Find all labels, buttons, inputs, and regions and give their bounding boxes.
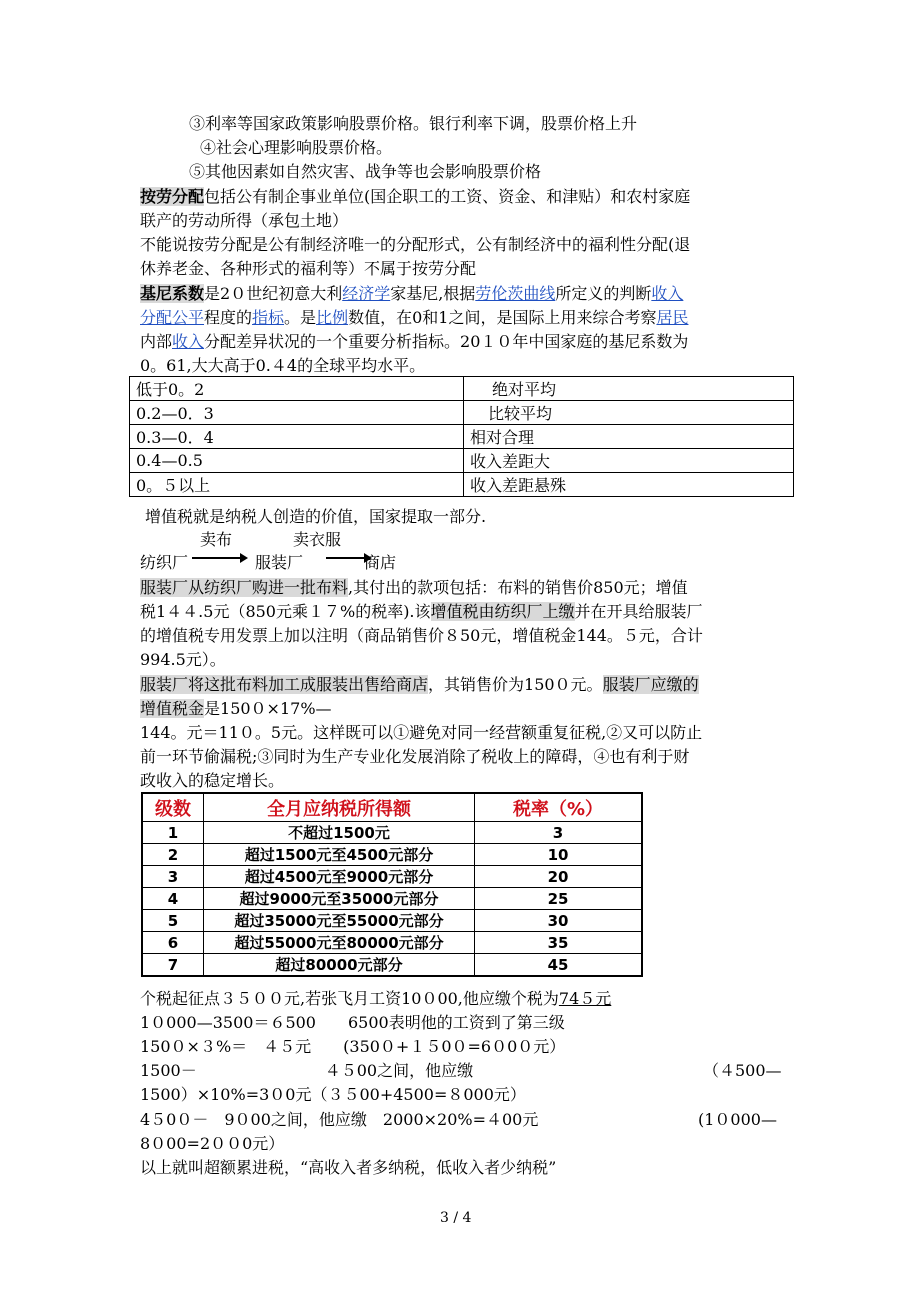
table-row — [142, 910, 642, 932]
table-cell: 10 — [475, 844, 643, 866]
table-cell: 0.4—0.5 — [130, 449, 464, 473]
table-row — [130, 473, 794, 497]
paragraph-line: 1０000—3500＝６500 6500表明他的工资到了第三级 — [140, 1013, 565, 1032]
table-cell: 收入差距悬殊 — [464, 473, 794, 497]
table-cell: 5 — [142, 910, 204, 932]
paragraph-line: 1500－ ４５00之间，他应缴 — [140, 1061, 474, 1080]
paragraph-line — [140, 330, 688, 354]
link-residents[interactable]: 居民 — [656, 308, 689, 327]
paragraph-line: ③利率等国家政策影响股票价格。银行利率下调，股票价格上升 — [189, 114, 638, 133]
table-cell: 收入差距大 — [464, 449, 794, 473]
term-highlight: 基尼系数 — [140, 284, 205, 303]
table-cell: 超过55000元至80000元部分 — [204, 932, 475, 954]
table-row — [142, 822, 642, 844]
text: 家基尼,根据 — [390, 284, 476, 303]
table-cell: 低于0。2 — [130, 377, 464, 401]
text-highlight: 服装厂应缴的 — [602, 675, 699, 694]
link-ratio[interactable]: 比例 — [316, 308, 349, 327]
text: 内部 — [140, 332, 173, 351]
flow-label: 卖衣服 — [293, 530, 342, 549]
income-tax-table — [141, 792, 643, 977]
text: 。是 — [284, 308, 317, 327]
paragraph-line: 联产的劳动所得（承包土地） — [140, 211, 349, 230]
column-header: 税率（%） — [475, 793, 643, 822]
paragraph-line — [140, 600, 703, 624]
text-highlight: 增值税由纺织厂上缴 — [430, 602, 575, 621]
paragraph-line — [140, 185, 690, 209]
text: 是2０世纪初意大利 — [204, 284, 343, 303]
table-cell: 超过35000元至55000元部分 — [204, 910, 475, 932]
text: 数值，在0和1之间，是国际上用来综合考察 — [348, 308, 657, 327]
table-cell: 3 — [142, 866, 204, 888]
table-cell: 不超过1500元 — [204, 822, 475, 844]
table-row — [142, 932, 642, 954]
text: 税1４４.5元（850元乘１７%的税率).该 — [140, 602, 431, 621]
column-header: 级数 — [142, 793, 204, 822]
paragraph-line: 8０00=2００0元） — [140, 1134, 285, 1153]
table-cell: 超过80000元部分 — [204, 954, 475, 977]
paragraph-line: 的增值税专用发票上加以注明（商品销售价８50元，增值税金144。５元，合计 — [140, 626, 703, 645]
paragraph-line: 不能说按劳分配是公有制经济唯一的分配形式，公有制经济中的福利性分配(退 — [140, 235, 691, 254]
paragraph-line: 150０×３%＝ ４５元 (350０+１５0０=6０0０元） — [140, 1037, 566, 1056]
table-cell: 6 — [142, 932, 204, 954]
paragraph-line — [140, 576, 688, 600]
table-cell: 3 — [475, 822, 643, 844]
link-indicator[interactable]: 指标 — [252, 308, 285, 327]
table-row — [130, 425, 794, 449]
table-cell: 45 — [475, 954, 643, 977]
text-highlight: 增值税金 — [140, 699, 205, 718]
text: 分配差异状况的一个重要分析指标。20１０年中国家庭的基尼系数为 — [204, 332, 689, 351]
page-number: 3 / 4 — [440, 1210, 472, 1226]
paragraph-line: 前一环节偷漏税;③同时为生产专业化发展消除了税收上的障碍，④也有利于财 — [140, 747, 690, 766]
link-fair-distribution[interactable]: 分配公平 — [140, 308, 205, 327]
paragraph-line: 994.5元）。 — [140, 650, 226, 669]
table-cell: 7 — [142, 954, 204, 977]
flow-node: 纺织厂 — [140, 553, 189, 572]
paragraph-line: 0。61,大大高于0.４4的全球平均水平。 — [140, 356, 426, 375]
table-cell: 4 — [142, 888, 204, 910]
link-economics[interactable]: 经济学 — [342, 284, 391, 303]
table-cell: 0.2—0．3 — [130, 401, 464, 425]
flow-node: 服装厂 — [255, 553, 304, 572]
paragraph-line — [140, 282, 683, 306]
table-cell: 超过9000元至35000元部分 — [204, 888, 475, 910]
table-row — [142, 844, 642, 866]
table-cell: 1 — [142, 822, 204, 844]
link-income-2[interactable]: 收入 — [172, 332, 205, 351]
arrow-icon — [192, 557, 246, 559]
table-cell: 超过4500元至9000元部分 — [204, 866, 475, 888]
column-header: 全月应纳税所得额 — [204, 793, 475, 822]
table-row — [142, 954, 642, 977]
text: 所定义的判断 — [555, 284, 652, 303]
table-cell: 0。５以上 — [130, 473, 464, 497]
link-income[interactable]: 收入 — [651, 284, 684, 303]
paragraph-line: 以上就叫超额累进税，“高收入者多纳税，低收入者少纳税” — [140, 1158, 557, 1177]
text-highlight: 服装厂从纺织厂购进一批布料 — [140, 578, 349, 597]
flow-node: 商店 — [364, 553, 397, 572]
text-underlined: 74５元 — [558, 989, 612, 1008]
paragraph-line — [140, 697, 332, 721]
text: 包括公有制企事业单位(国企职工的工资、资金、和津贴）和农村家庭 — [204, 187, 691, 206]
paragraph-line: (1０000— — [698, 1110, 777, 1129]
link-lorenz-curve[interactable]: 劳伦茨曲线 — [475, 284, 556, 303]
paragraph-line: 1500）×10%=3０0元（３５00+4500=８000元） — [140, 1085, 526, 1104]
table-cell: 超过1500元至4500元部分 — [204, 844, 475, 866]
table-cell: 比较平均 — [464, 401, 794, 425]
text: 并在开具给服装厂 — [574, 602, 703, 621]
text-highlight: 服装厂将这批布料加工成服装出售给商店 — [140, 675, 429, 694]
table-row — [130, 377, 794, 401]
table-row — [142, 888, 642, 910]
paragraph-line — [140, 673, 699, 697]
paragraph-line: 144。元＝11０。5元。这样既可以①避免对同一经营额重复征税,②又可以防止 — [140, 723, 703, 742]
paragraph-line — [140, 987, 611, 1011]
paragraph-line: 4５0０－ 9０00之间，他应缴 2000×20%=４00元 — [140, 1110, 539, 1129]
table-cell: 25 — [475, 888, 643, 910]
paragraph-line: 政收入的稳定增长。 — [140, 771, 285, 790]
paragraph-line: ⑤其他因素如自然灾害、战争等也会影响股票价格 — [189, 162, 542, 181]
text: 程度的 — [204, 308, 253, 327]
table-cell: 30 — [475, 910, 643, 932]
table-row — [142, 866, 642, 888]
paragraph-line: （４500— — [703, 1061, 782, 1080]
table-cell: 20 — [475, 866, 643, 888]
table-row — [130, 401, 794, 425]
table-cell: 2 — [142, 844, 204, 866]
text: ,其付出的款项包括：布料的销售价850元；增值 — [348, 578, 688, 597]
text: ，其销售价为150０元。 — [428, 675, 603, 694]
paragraph-line: ④社会心理影响股票价格。 — [200, 138, 393, 157]
term-highlight: 按劳分配 — [140, 187, 205, 206]
flow-label: 卖布 — [200, 530, 233, 549]
table-cell: 35 — [475, 932, 643, 954]
paragraph-line: 增值税就是纳税人创造的价值，国家提取一部分. — [145, 507, 487, 526]
paragraph-line: 休养老金、各种形式的福利等）不属于按劳分配 — [140, 259, 477, 278]
paragraph-line — [140, 306, 688, 330]
text: 个税起征点３５００元,若张飞月工资10０00,他应缴个税为 — [140, 989, 559, 1008]
gini-table — [129, 376, 794, 497]
table-cell: 绝对平均 — [464, 377, 794, 401]
text: 是150０×17%— — [204, 699, 332, 718]
table-row — [130, 449, 794, 473]
table-cell: 0.3—0．4 — [130, 425, 464, 449]
table-cell: 相对合理 — [464, 425, 794, 449]
